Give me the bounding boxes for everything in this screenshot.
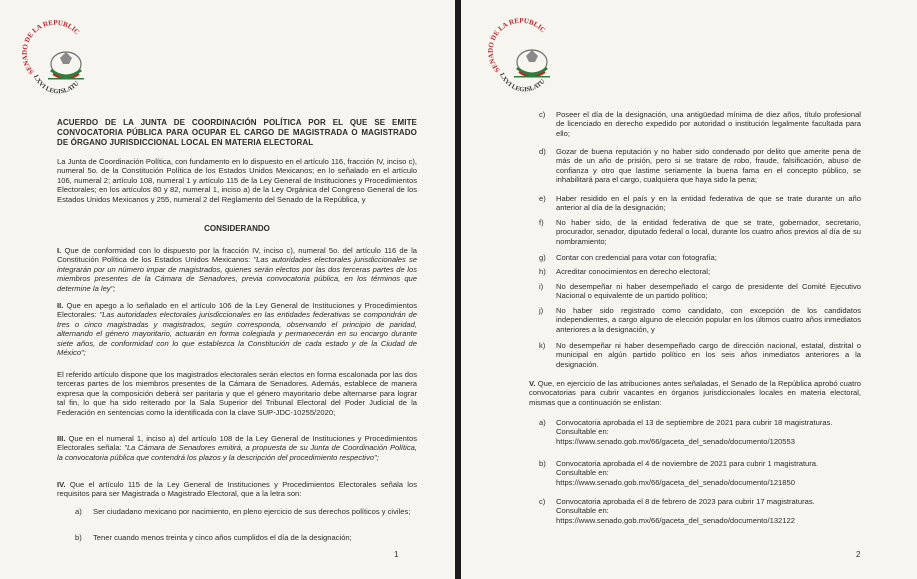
list-item-letter: h) xyxy=(539,267,546,276)
considerando-heading: CONSIDERANDO xyxy=(204,224,270,233)
list-item-letter: k) xyxy=(539,341,546,350)
list-item-text: No desempeñar ni haber desempeñado el cargo de presidente del Comité Ejecutivo Nacional o equivalente de un partido político; xyxy=(556,282,861,301)
list-item-letter: b) xyxy=(75,533,82,542)
list-item xyxy=(539,341,861,369)
section-quote: "La Cámara de Senadores emitirá, a propuesta de su Junta de Coordinación Política, la convocatoria pública que contendrá los plazos y la descripción del procedimiento respectivo"; xyxy=(57,443,417,462)
convocatoria-line: Convocatoria aprobada el 8 de febrero de 2023 para cubrir 17 magistraturas. xyxy=(556,497,815,506)
convocatoria-url[interactable]: https://www.senado.gob.mx/66/gaceta_del_senado/documento/120553 xyxy=(556,436,795,446)
list-item-text: Gozar de buena reputación y no haber sido condenado por delito que amerite pena de más de un año de prisión, pero si se tratare de robo, fraude, falsificación, abuso de confianza y otro que lastime seriamente la buena fama en el concepto público, se inhabilitará para el cargo, cualquiera que haya sido la pena; xyxy=(556,147,861,185)
considerando-v xyxy=(529,379,861,407)
section-text: Que el artículo 115 de la Ley General de Instituciones y Procedimientos Electorales señala los requisitos para ser Magistrada o Magistrado Electoral, que a la letra son: xyxy=(57,480,417,499)
document-page-2 xyxy=(461,0,917,579)
section-quote: "Las autoridades electorales jurisdiccionales se integrarán por un número impar de magistrados, quienes serán electos por las dos terceras partes de los miembros presentes de la Cámara de Senadores, previa convocatoria pública, en los términos que determine la ley"; xyxy=(57,255,417,293)
list-item-letter: j) xyxy=(539,306,544,315)
list-item xyxy=(539,306,861,334)
list-item-text: Haber residido en el país y en la entidad federativa de que se trate durante un año anterior al día de la designación; xyxy=(556,194,861,213)
page-number: 2 xyxy=(856,550,861,559)
list-item-letter: c) xyxy=(539,110,546,119)
list-item xyxy=(539,147,861,185)
convocatoria-item xyxy=(539,418,861,446)
list-item xyxy=(539,194,861,213)
list-item-letter: f) xyxy=(539,218,544,227)
list-item-letter: g) xyxy=(539,253,546,262)
list-item-text: Acreditar conocimientos en derecho electoral; xyxy=(556,267,711,276)
list-item xyxy=(539,282,861,301)
list-item xyxy=(539,267,861,276)
convocatoria-line: Convocatoria aprobada el 4 de noviembre de 2021 para cubrir 1 magistratura. xyxy=(556,459,819,468)
svg-text:LXVI LEGISLATURA: LXVI LEGISLATU xyxy=(32,73,81,96)
section-label: II. xyxy=(57,301,64,310)
senado-seal-logo xyxy=(486,18,564,106)
list-item-text: Poseer el día de la designación, una antigüedad mínima de diez años, título profesional de licenciado en derecho expedido por autoridad o institución legalmente facultada para ello; xyxy=(556,110,861,138)
list-item-letter: a) xyxy=(75,507,82,516)
list-item-text: Tener cuando menos treinta y cinco años cumplidos el día de la designación; xyxy=(93,533,352,542)
document-page-1 xyxy=(0,0,455,579)
section-text: Que en apego a lo señalado en el artículo 106 de la Ley General de Instituciones y Procedimientos Electorales: xyxy=(57,301,417,320)
convocatoria-url[interactable]: https://www.senado.gob.mx/66/gaceta_del_senado/documento/132122 xyxy=(556,515,795,525)
list-item-letter: i) xyxy=(539,282,544,291)
considerando-iii xyxy=(57,434,417,462)
list-item-letter: e) xyxy=(539,194,546,203)
list-item xyxy=(539,253,861,262)
referido-paragraph: El referido artículo dispone que los magistrados electorales serán electos en forma escalonada por las dos terceras partes de los miembros presentes de la Cámara de Senadores. Además, establece de manera expresa que la composición deberá ser paritaria y que el género mayoritario debe alternarse para lograr tal fin, lo que ha sido reiterado por la Sala Superior del Tribunal Electoral del Poder Judicial de la Federación en sentencias como la identificada con la clave SUP-JDC-10255/2020; xyxy=(57,370,417,417)
section-quote: "Las autoridades electorales jurisdiccionales en las entidades federativas se compondrán de tres o cinco magistradas y magistrados, según corresponda, observando el principio de paridad, alternando el género mayoritario, actuarán en forma colegiada y permanecerán en su encargo durante siete años, de conformidad con lo que establezca la Constitución de cada estado y de la Ciudad de México"; xyxy=(57,310,417,358)
convocatoria-line: Convocatoria aprobada el 13 de septiembre de 2021 para cubrir 18 magistraturas. xyxy=(556,418,833,427)
page-number: 1 xyxy=(394,550,399,559)
section-text: Que, en ejercicio de las atribuciones antes señaladas, el Senado de la República aprobó cuatro convocatorias para cubrir vacantes en órganos jurisdiccionales locales en materia electoral, mismas que a continuación se enlistan: xyxy=(529,379,861,407)
list-item xyxy=(539,218,861,246)
list-item-text: No desempeñar ni haber desempeñado cargo de dirección nacional, estatal, distrital o municipal en algún partido político en los seis años inmediatos anteriores a la designación. xyxy=(556,341,861,369)
section-label: V. xyxy=(529,379,536,388)
list-item-letter: c) xyxy=(539,497,546,506)
convocatoria-consultable: Consultable en: xyxy=(556,506,609,516)
svg-text:SENADO DE LA REPÚBLICA: SENADO DE LA REPÚBLIC xyxy=(20,20,82,76)
considerando-i xyxy=(57,246,417,293)
list-item-letter: b) xyxy=(539,459,546,468)
section-label: IV. xyxy=(57,480,66,489)
convocatoria-item xyxy=(539,497,861,525)
list-item-letter: d) xyxy=(539,147,546,156)
section-text: Que en el numeral 1, inciso a) del artículo 108 de la Ley General de Instituciones y Procedimientos Electorales señala: xyxy=(57,434,417,453)
considerando-iv xyxy=(57,480,417,499)
considerando-ii xyxy=(57,301,417,357)
svg-text:SENADO DE LA REPÚBLICA: SENADO DE LA REPÚBLIC xyxy=(486,18,548,74)
list-item xyxy=(75,533,415,542)
section-text: Que de conformidad con lo dispuesto por la fracción IV, inciso c), numeral 5o. del artículo 116 de la Constitución Política de los Estados Unidos Mexicanos: xyxy=(57,246,417,265)
list-item-text: Ser ciudadano mexicano por nacimiento, en pleno ejercicio de sus derechos políticos y civiles; xyxy=(93,507,411,516)
list-item xyxy=(75,507,415,516)
convocatoria-item xyxy=(539,459,861,487)
convocatoria-consultable: Consultable en: xyxy=(556,468,609,478)
svg-text:LXVI LEGISLATURA: LXVI LEGISLATU xyxy=(498,71,547,94)
document-title: ACUERDO DE LA JUNTA DE COORDINACIÓN POLÍTICA POR EL QUE SE EMITE CONVOCATORIA PÚBLICA PARA OCUPAR EL CARGO DE MAGISTRADA O MAGISTRADO DE ÓRGANO JURISDICCIONAL LOCAL EN MATERIA ELECTORAL xyxy=(57,118,417,147)
list-item-letter: a) xyxy=(539,418,546,427)
convocatoria-consultable: Consultable en: xyxy=(556,427,609,437)
list-item-text: No haber sido registrado como candidato, con excepción de los candidatos independientes, a cargo alguno de elección popular en los últimos cuatro años inmediatos anteriores a la designación, y xyxy=(556,306,861,334)
intro-paragraph: La Junta de Coordinación Política, con fundamento en lo dispuesto en el artículo 116, fracción IV, inciso c), numeral 5o. de la Constitución Política de los Estados Unidos Mexicanos; en lo señalado en el artículo 106, numeral 2; artículo 108, numeral 1 y artículo 115 de la Ley General de Instituciones y Procedimientos Electorales; en los artículos 80 y 82, numeral 1, inciso a) de la Ley Orgánica del Congreso General de los Estados Unidos Mexicanos y 255, numeral 2 del Reglamento del Senado de la República, y xyxy=(57,157,417,204)
section-label: III. xyxy=(57,434,66,443)
convocatoria-url[interactable]: https://www.senado.gob.mx/66/gaceta_del_senado/documento/121850 xyxy=(556,477,795,487)
list-item-text: Contar con credencial para votar con fotografía; xyxy=(556,253,717,262)
list-item-text: No haber sido, de la entidad federativa de que se trate, gobernador, secretario, procurador, senador, diputado federal o local, durante los cuatro años previos al día de su nombramiento; xyxy=(556,218,861,246)
section-label: I. xyxy=(57,246,62,255)
list-item xyxy=(539,110,861,138)
senado-seal-logo xyxy=(20,20,98,108)
